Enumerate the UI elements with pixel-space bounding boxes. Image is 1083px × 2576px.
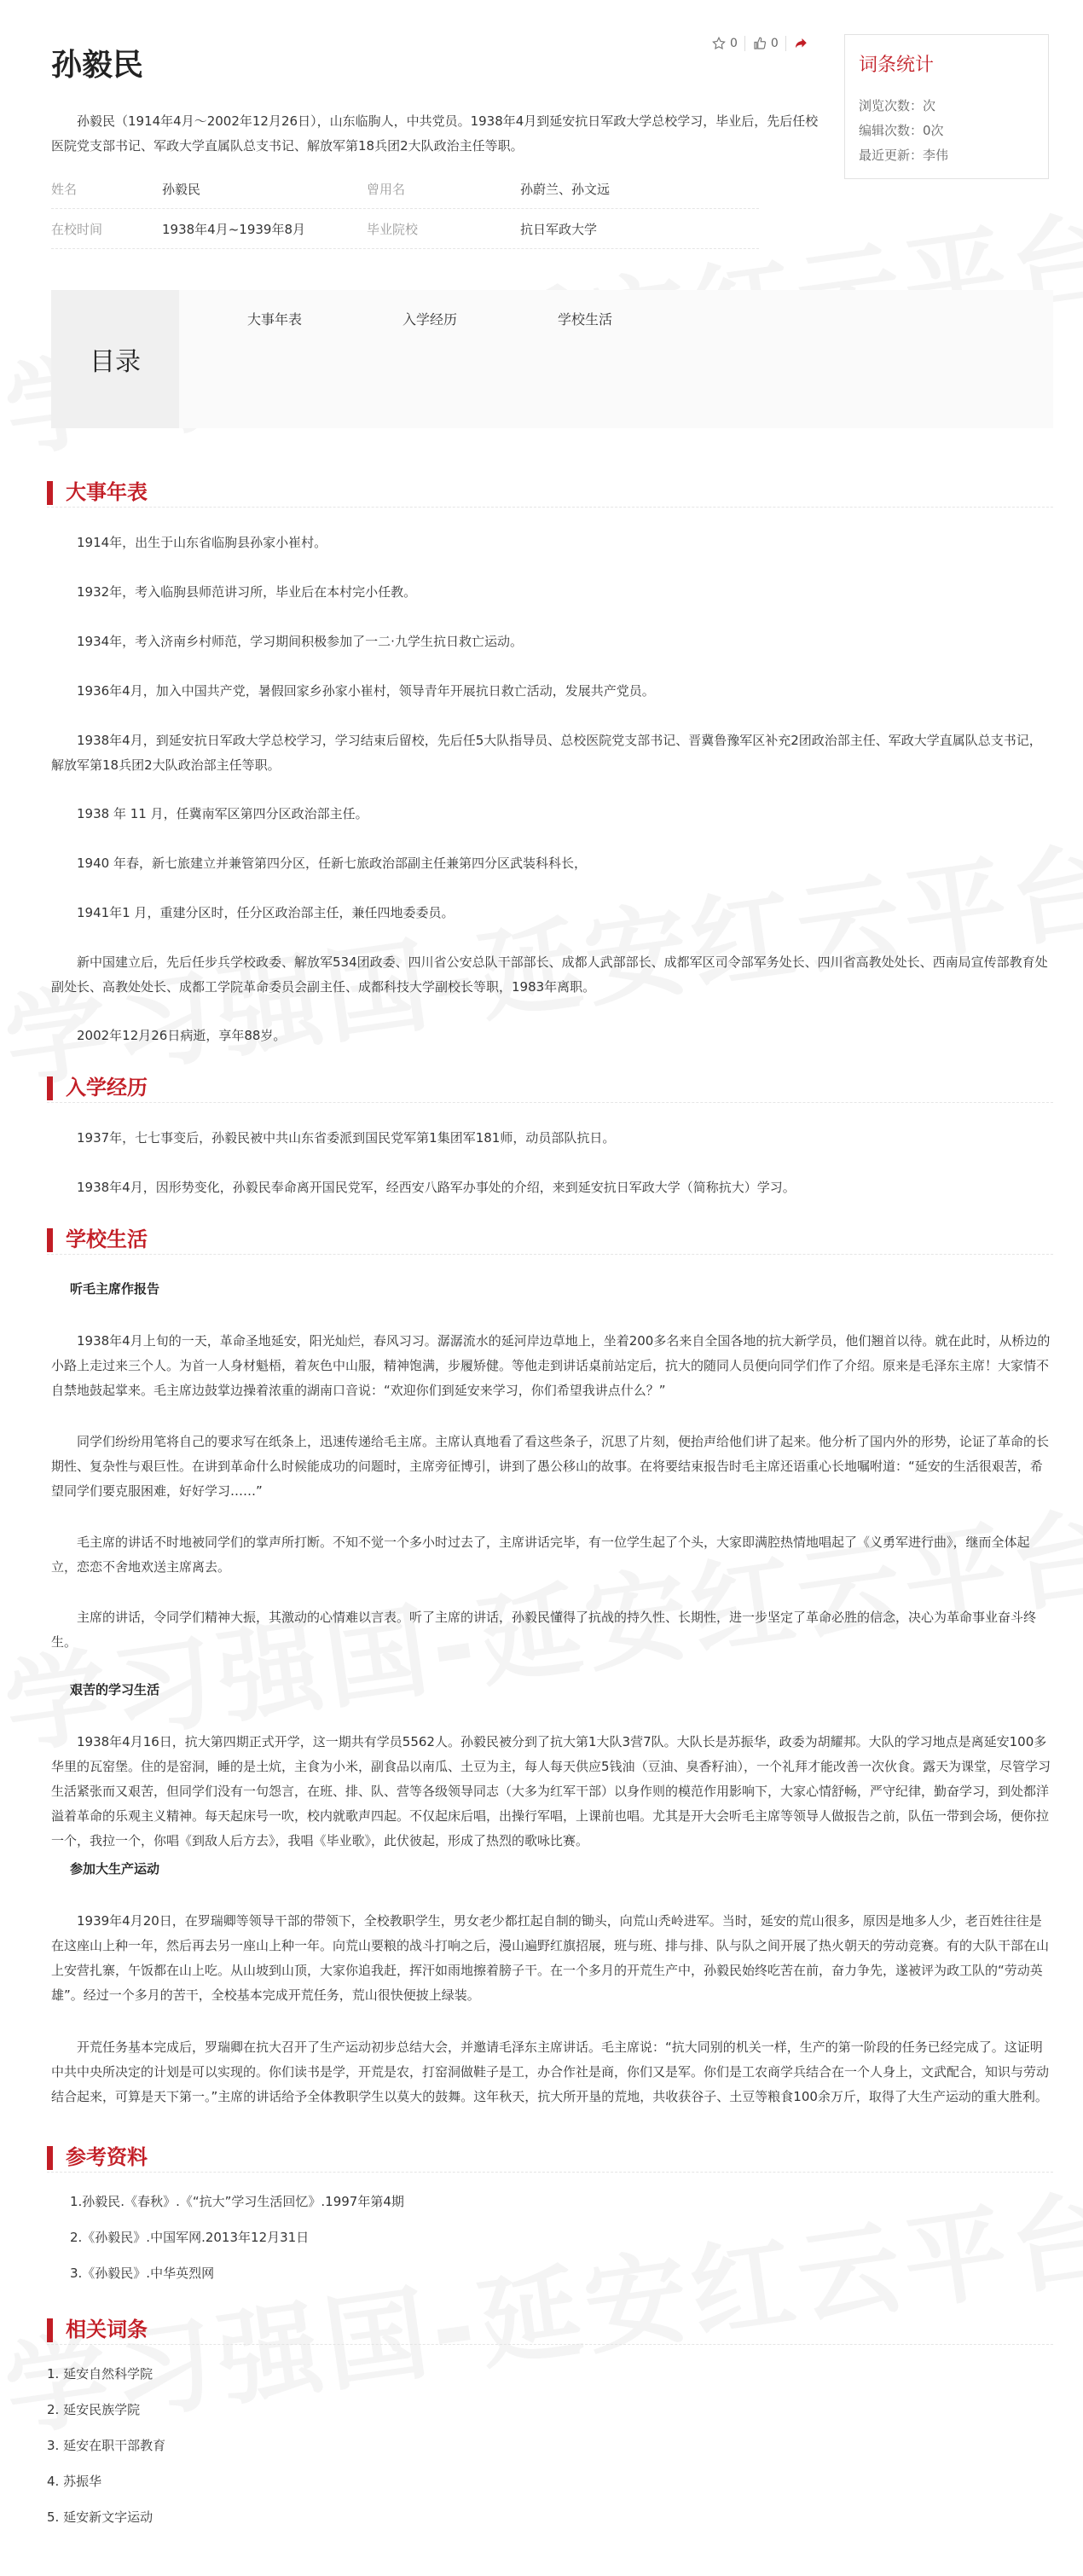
school-life-paragraph: 1939年4月20日，在罗瑞卿等领导干部的带领下，全校教职学生，男女老少都扛起自制的锄头，向荒山秃岭进军。当时，延安的荒山很多，原因是地多人少，老百姓往往是在这座山上种一年，然后再去另一座山上种一年。向荒山要粮的战斗打响之后，漫山遍野红旗招展，班与班、排与排、队与队之间开展了热火朝天的劳动竞赛。有的大队干部在山上安营扎寨，午饭都在山上吃。从山坡到山顶，大家你追我赶，挥汗如雨地擦着膀子干。在一个多月的开荒生产中，孙毅民始终吃苦在前，奋力争先，遂被评为政工队的“劳动英雄”。经过一个多月的苦干，全校基本完成开荒任务，荒山很快便披上绿装。 <box>51 1913 1050 2003</box>
chronicle-paragraph: 1932年，考入临朐县师范讲习所，毕业后在本村完小任教。 <box>77 584 417 600</box>
like-button[interactable] <box>744 36 779 51</box>
enrollment-paragraph: 1938年4月，因形势变化，孙毅民奉命离开国民党军，经西安八路军办事处的介绍，来到延安抗日军政大学（简称抗大）学习。 <box>77 1180 796 1195</box>
reference-item: 3.《孙毅民》.中华英烈网 <box>70 2266 215 2281</box>
school-life-paragraph: 毛主席的讲话不时地被同学们的掌声所打断。不知不觉一个多小时过去了，主席讲话完毕，有一位学生起了个头，大家即满腔热情地唱起了《义勇军进行曲》，继而全体起立，恋恋不舍地欢送主席离去。 <box>51 1535 1030 1575</box>
school-life-paragraph: 1938年4月16日，抗大第四期正式开学，这一期共有学员5562人。孙毅民被分到了抗大第1大队3营7队。大队长是苏振华，政委为胡耀邦。大队的学习地点是离延安100多华里的瓦窑堡。住的是窑洞，睡的是土炕，主食为小米，副食品以南瓜、土豆为主，每人每天供应5钱油（豆油、臭香籽油），一个礼拜才能改善一次伙食。露天为课堂，尽管学习生活紧张而又艰苦，但同学们没有一句怨言，在班、排、队、营等各级领导同志（大多为红军干部）以身作则的模范作用影响下，大家心情舒畅，严守纪律，勤奋学习，到处都洋溢着革命的乐观主义精神。每天起床号一吹，校内就歌声四起。不仅起床后唱，出操行军唱，上课前也唱。尤其是开大会听毛主席等领导人做报告之前，队伍一带到会场，便你拉一个，我拉一个，你唱《到敌人后方去》，我唱《毕业歌》，此伏彼起，形成了热烈的歌咏比赛。 <box>51 1734 1051 1848</box>
section-heading-enrollment <box>47 1073 1053 1103</box>
intro-summary: 孙毅民（1914年4月～2002年12月26日），山东临朐人，中共党员。1938年4月到延安抗日军政大学总校学习，毕业后，先后任校医院党支部书记、军政大学直属队总支书记、解放军第18兵团2大队政治主任等职。 <box>51 113 819 154</box>
former-name-value: 孙蔚兰、孙文远 <box>520 181 611 197</box>
chronicle-paragraph: 1938 年 11 月，任冀南军区第四分区政治部主任。 <box>77 806 368 821</box>
toc-item-school-life[interactable]: 学校生活 <box>558 311 613 328</box>
school-life-paragraph: 1938年4月上旬的一天，革命圣地延安，阳光灿烂，春风习习。潺潺流水的延河岸边草地上，坐着200多名来自全国各地的抗大新学员，他们翘首以待。就在此时，从桥边的小路上走过来三个人。为首一人身材魁梧，着灰色中山服，精神饱满，步履矫健。等他走到讲话桌前站定后，抗大的随同人员便向同学们作了介绍。原来是毛泽东主席！大家情不自禁地鼓起掌来。毛主席边鼓掌边操着浓重的湖南口音说：“欢迎你们到延安来学习，你们希望我讲点什么？” <box>51 1333 1051 1398</box>
stats-edits: 编辑次数：0次 <box>859 123 944 138</box>
related-entry-link[interactable]: 3. 延安在职干部教育 <box>47 2438 166 2453</box>
section-heading-school-life <box>47 1225 1053 1255</box>
school-life-paragraph: 同学们纷纷用笔将自己的要求写在纸条上，迅速传递给毛主席。主席认真地看了看这些条子，沉思了片刻，便抬声给他们讲了起来。他分析了国内外的形势，论证了革命的长期性、复杂性与艰巨性。在讲到革命什么时候能成功的问题时，主席旁征博引，讲到了愚公移山的故事。在将要结束报告时毛主席还语重心长地嘱咐道：“延安的生活很艰苦，希望同学们要克服困难，好好学习……” <box>51 1434 1050 1499</box>
section-accent-bar <box>47 2318 53 2342</box>
table-of-contents <box>51 290 1053 428</box>
stats-updated: 最近更新：李伟 <box>859 148 949 163</box>
related-entry-link[interactable]: 5. 延安新文字运动 <box>47 2509 153 2525</box>
thumbs-up-icon <box>752 36 767 51</box>
chronicle-paragraph: 1914年，出生于山东省临朐县孙家小崔村。 <box>77 535 327 550</box>
name-label: 姓名 <box>51 181 78 197</box>
section-title: 参考资料 <box>66 2145 148 2169</box>
toc-item-chronicle[interactable]: 大事年表 <box>247 311 303 328</box>
reference-item: 1.孙毅民.《春秋》.《“抗大”学习生活回忆》.1997年第4期 <box>70 2194 404 2209</box>
enrollment-paragraph: 1937年，七七事变后，孙毅民被中共山东省委派到国民党军第1集团军181师，动员部队抗日。 <box>77 1130 616 1146</box>
chronicle-paragraph: 1938年4月，到延安抗日军政大学总校学习，学习结束后留校，先后任5大队指导员、总校医院党支部书记、晋冀鲁豫军区补充2团政治部主任、军政大学直属队总支书记，解放军第18兵团2大队政治部主任等职。 <box>51 733 1042 773</box>
chronicle-paragraph: 1936年4月，加入中国共产党，暑假回家乡孙家小崔村，领导青年开展抗日救亡活动，发展共产党员。 <box>77 683 655 699</box>
section-accent-bar <box>47 481 53 505</box>
related-entry-link[interactable]: 1. 延安自然科学院 <box>47 2366 153 2382</box>
info-row <box>51 169 759 209</box>
section-accent-bar <box>47 2146 53 2170</box>
subsection-title: 艰苦的学习生活 <box>70 1682 160 1697</box>
entry-stats-panel <box>844 34 1049 179</box>
chronicle-paragraph: 2002年12月26日病逝，享年88岁。 <box>77 1028 287 1043</box>
period-value: 1938年4月~1939年8月 <box>162 221 306 237</box>
share-icon <box>793 36 808 51</box>
basic-info-table <box>51 169 759 249</box>
section-title: 学校生活 <box>66 1227 148 1251</box>
chronicle-paragraph: 1941年1 月，重建分区时，任分区政治部主任，兼任四地委委员。 <box>77 905 455 920</box>
stats-views: 浏览次数：次 <box>859 98 936 113</box>
page-title: 孙毅民 <box>51 48 144 83</box>
period-label: 在校时间 <box>51 221 103 237</box>
favorite-count: 0 <box>730 37 738 50</box>
section-title: 大事年表 <box>66 480 148 504</box>
subsection-title: 听毛主席作报告 <box>70 1281 160 1297</box>
toolbar <box>711 36 808 51</box>
favorite-button[interactable] <box>711 36 738 51</box>
subsection-title: 参加大生产运动 <box>70 1861 160 1877</box>
school-value: 抗日军政大学 <box>520 221 598 237</box>
section-title: 入学经历 <box>66 1076 148 1099</box>
like-count: 0 <box>770 37 779 50</box>
school-life-paragraph: 主席的讲话，令同学们精神大振，其激动的心情难以言表。听了主席的讲话，孙毅民懂得了抗战的持久性、长期性，进一步坚定了革命必胜的信念，决心为革命事业奋斗终生。 <box>51 1610 1037 1650</box>
share-button[interactable] <box>785 36 808 51</box>
chronicle-paragraph: 1934年，考入济南乡村师范，学习期间积极参加了一二·九学生抗日救亡运动。 <box>77 634 523 649</box>
related-entry-link[interactable]: 4. 苏振华 <box>47 2474 102 2489</box>
chronicle-paragraph: 1940 年春，新七旅建立并兼管第四分区，任新七旅政治部副主任兼第四分区武装科科长， <box>77 856 587 871</box>
section-heading-chronicle <box>47 478 1053 508</box>
section-title: 相关词条 <box>66 2318 148 2341</box>
section-accent-bar <box>47 1076 53 1100</box>
toc-item-enrollment[interactable]: 入学经历 <box>403 311 458 328</box>
reference-item: 2.《孙毅民》.中国军网.2013年12月31日 <box>70 2230 310 2245</box>
section-heading-related <box>47 2315 1053 2345</box>
school-label: 毕业院校 <box>367 221 419 237</box>
former-name-label: 曾用名 <box>367 181 406 197</box>
section-accent-bar <box>47 1228 53 1252</box>
chronicle-paragraph: 新中国建立后，先后任步兵学校政委、解放军534团政委、四川省公安总队干部部长、成都人武部部长、成都军区司令部军务处长、四川省高教处处长、西南局宣传部教育处副处长、高教处处长、成都工学院革命委员会副主任、成都科技大学副校长等职，1983年离职。 <box>51 954 1048 995</box>
related-entry-link[interactable]: 2. 延安民族学院 <box>47 2402 141 2417</box>
star-icon <box>711 36 727 51</box>
name-value: 孙毅民 <box>162 181 201 197</box>
school-life-paragraph: 开荒任务基本完成后，罗瑞卿在抗大召开了生产运动初步总结大会，并邀请毛泽东主席讲话。毛主席说：“抗大同别的机关一样，生产的第一阶段的任务已经完成了。这证明中共中央所决定的计划是可以实现的。你们读书是学，开荒是农，打窑洞做鞋子是工，办合作社是商，你们又是军。你们是工农商学兵结合在一个人身上，文武配合，知识与劳动结合起来，可算是天下第一。”主席的讲话给予全体教职学生以莫大的鼓舞。这年秋天，抗大所开垦的荒地，共收获谷子、土豆等粮食100余万斤，取得了大生产运动的重大胜利。 <box>51 2039 1050 2104</box>
toc-label: 目录 <box>51 290 179 428</box>
section-heading-references <box>47 2143 1053 2173</box>
stats-heading: 词条统计 <box>859 55 935 76</box>
info-row <box>51 209 759 249</box>
